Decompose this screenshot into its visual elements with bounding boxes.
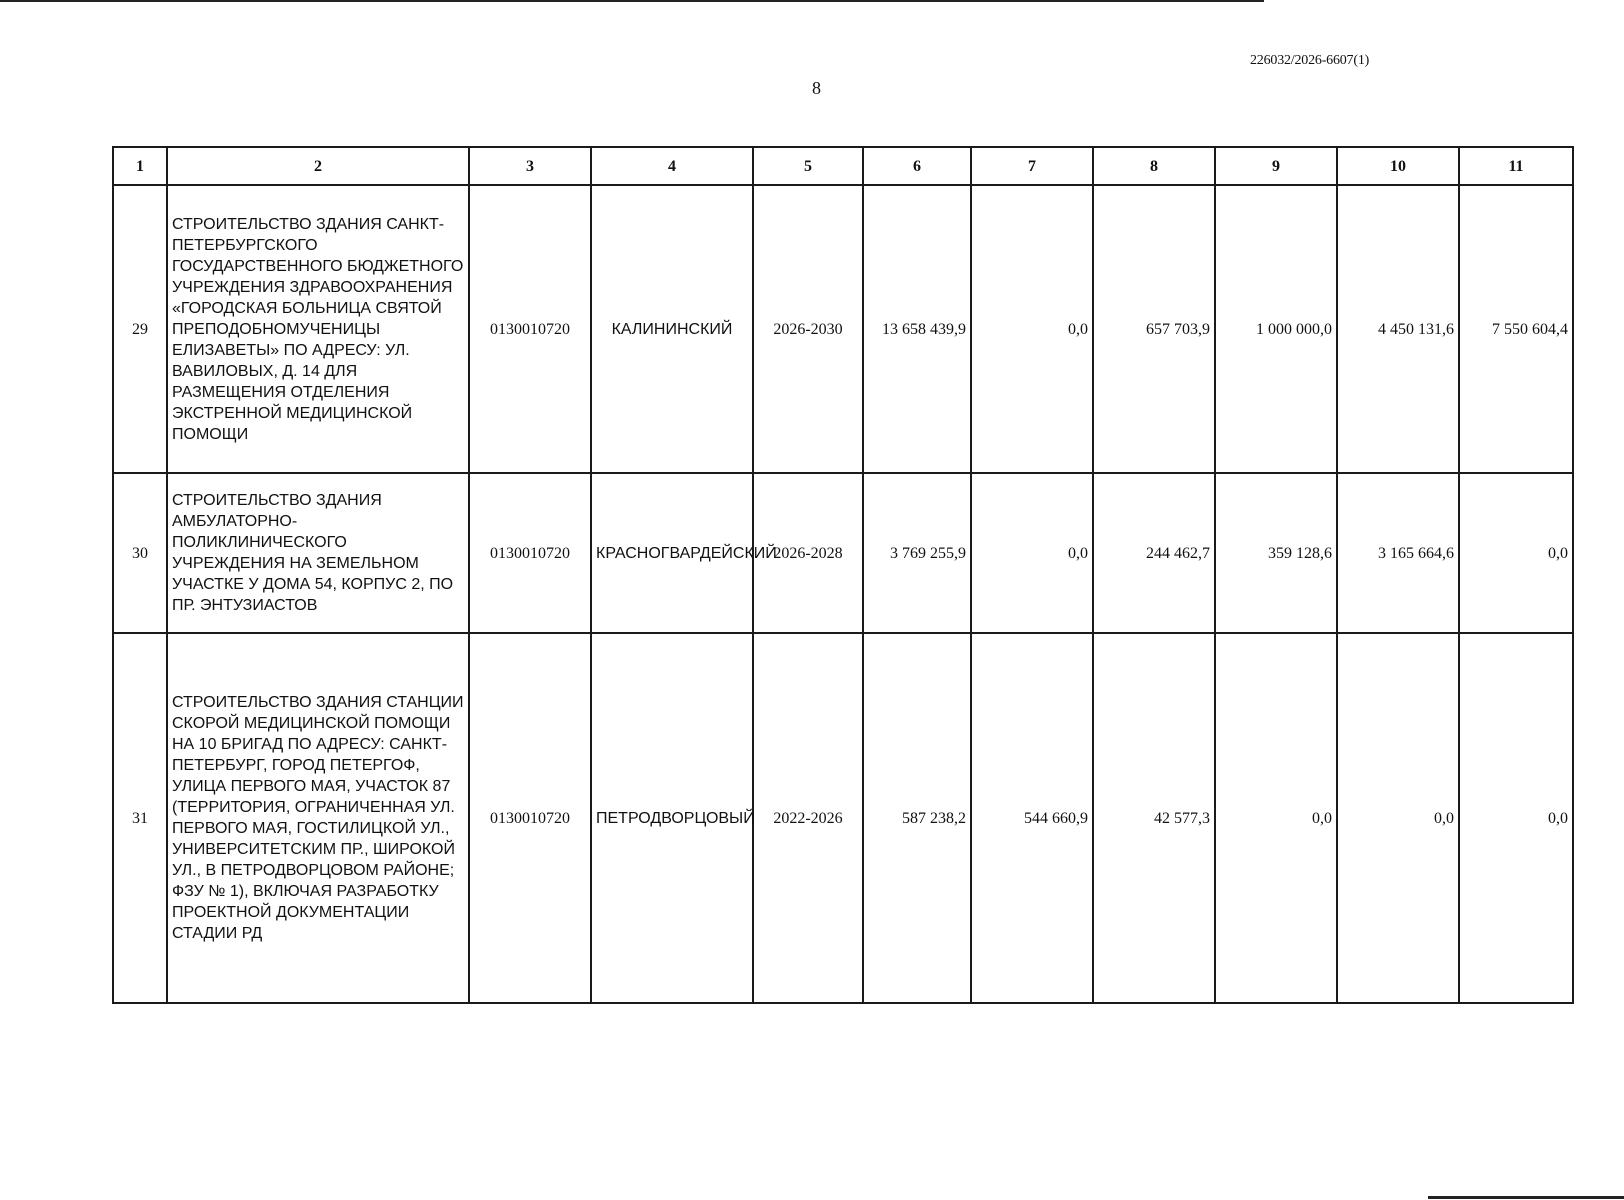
value-col-6: 13 658 439,9 — [863, 185, 971, 473]
table-row — [113, 633, 1573, 1003]
district: ПЕТРОДВОРЦОВЫЙ — [591, 633, 753, 1003]
page-number: 8 — [812, 78, 821, 98]
value-col-9: 359 128,6 — [1215, 473, 1337, 633]
document-number: 226032/2026-6607(1) — [1250, 53, 1370, 68]
value-col-10: 0,0 — [1337, 633, 1459, 1003]
value-col-11: 7 550 604,4 — [1459, 185, 1573, 473]
value-col-6: 3 769 255,9 — [863, 473, 971, 633]
budget-code: 0130010720 — [469, 473, 591, 633]
district: КАЛИНИНСКИЙ — [591, 185, 753, 473]
value-col-10: 4 450 131,6 — [1337, 185, 1459, 473]
period: 2026-2030 — [753, 185, 863, 473]
column-header-2: 2 — [167, 147, 469, 185]
table-row — [113, 185, 1573, 473]
value-col-9: 1 000 000,0 — [1215, 185, 1337, 473]
value-col-8: 657 703,9 — [1093, 185, 1215, 473]
bottom-border-line — [1428, 1196, 1624, 1199]
column-header-9: 9 — [1215, 147, 1337, 185]
value-col-11: 0,0 — [1459, 473, 1573, 633]
column-header-row — [113, 147, 1573, 185]
value-col-7: 0,0 — [971, 473, 1093, 633]
column-header-11: 11 — [1459, 147, 1573, 185]
value-col-8: 42 577,3 — [1093, 633, 1215, 1003]
table-row — [113, 473, 1573, 633]
column-header-5: 5 — [753, 147, 863, 185]
row-number: 30 — [113, 473, 167, 633]
value-col-11: 0,0 — [1459, 633, 1573, 1003]
district: КРАСНОГВАРДЕЙСКИЙ — [591, 473, 753, 633]
value-col-10: 3 165 664,6 — [1337, 473, 1459, 633]
value-col-7: 0,0 — [971, 185, 1093, 473]
value-col-7: 544 660,9 — [971, 633, 1093, 1003]
column-header-6: 6 — [863, 147, 971, 185]
top-border-line — [0, 0, 1264, 2]
column-header-1: 1 — [113, 147, 167, 185]
period: 2026-2028 — [753, 473, 863, 633]
column-header-8: 8 — [1093, 147, 1215, 185]
object-name: СТРОИТЕЛЬСТВО ЗДАНИЯ СТАНЦИИ СКОРОЙ МЕДИЦИНСКОЙ ПОМОЩИ НА 10 БРИГАД ПО АДРЕСУ: САНКТ-ПЕТЕРБУРГ, ГОРОД ПЕТЕРГОФ, УЛИЦА ПЕРВОГО МАЯ, УЧАСТОК 87 (ТЕРРИТОРИЯ, ОГРАНИЧЕННАЯ УЛ. ПЕРВОГО МАЯ, ГОСТИЛИЦКОЙ УЛ., УНИВЕРСИТЕТСКИМ ПР., ШИРОКОЙ УЛ., В ПЕТРОДВОРЦОВОМ РАЙОНЕ; ФЗУ № 1), ВКЛЮЧАЯ РАЗРАБОТКУ ПРОЕКТНОЙ ДОКУМЕНТАЦИИ СТАДИИ РД — [167, 633, 469, 1003]
row-number: 29 — [113, 185, 167, 473]
object-name: СТРОИТЕЛЬСТВО ЗДАНИЯ САНКТ-ПЕТЕРБУРГСКОГО ГОСУДАРСТВЕННОГО БЮДЖЕТНОГО УЧРЕЖДЕНИЯ ЗДРАВООХРАНЕНИЯ «ГОРОДСКАЯ БОЛЬНИЦА СВЯТОЙ ПРЕПОДОБНОМУЧЕНИЦЫ ЕЛИЗАВЕТЫ» ПО АДРЕСУ: УЛ. ВАВИЛОВЫХ, Д. 14 ДЛЯ РАЗМЕЩЕНИЯ ОТДЕЛЕНИЯ ЭКСТРЕННОЙ МЕДИЦИНСКОЙ ПОМОЩИ — [167, 185, 469, 473]
column-header-7: 7 — [971, 147, 1093, 185]
data-table — [112, 146, 1574, 1004]
period: 2022-2026 — [753, 633, 863, 1003]
column-header-3: 3 — [469, 147, 591, 185]
value-col-9: 0,0 — [1215, 633, 1337, 1003]
value-col-8: 244 462,7 — [1093, 473, 1215, 633]
budget-code: 0130010720 — [469, 633, 591, 1003]
value-col-6: 587 238,2 — [863, 633, 971, 1003]
object-name: СТРОИТЕЛЬСТВО ЗДАНИЯ АМБУЛАТОРНО-ПОЛИКЛИНИЧЕСКОГО УЧРЕЖДЕНИЯ НА ЗЕМЕЛЬНОМ УЧАСТКЕ У ДОМА 54, КОРПУС 2, ПО ПР. ЭНТУЗИАСТОВ — [167, 473, 469, 633]
column-header-4: 4 — [591, 147, 753, 185]
budget-code: 0130010720 — [469, 185, 591, 473]
column-header-10: 10 — [1337, 147, 1459, 185]
row-number: 31 — [113, 633, 167, 1003]
